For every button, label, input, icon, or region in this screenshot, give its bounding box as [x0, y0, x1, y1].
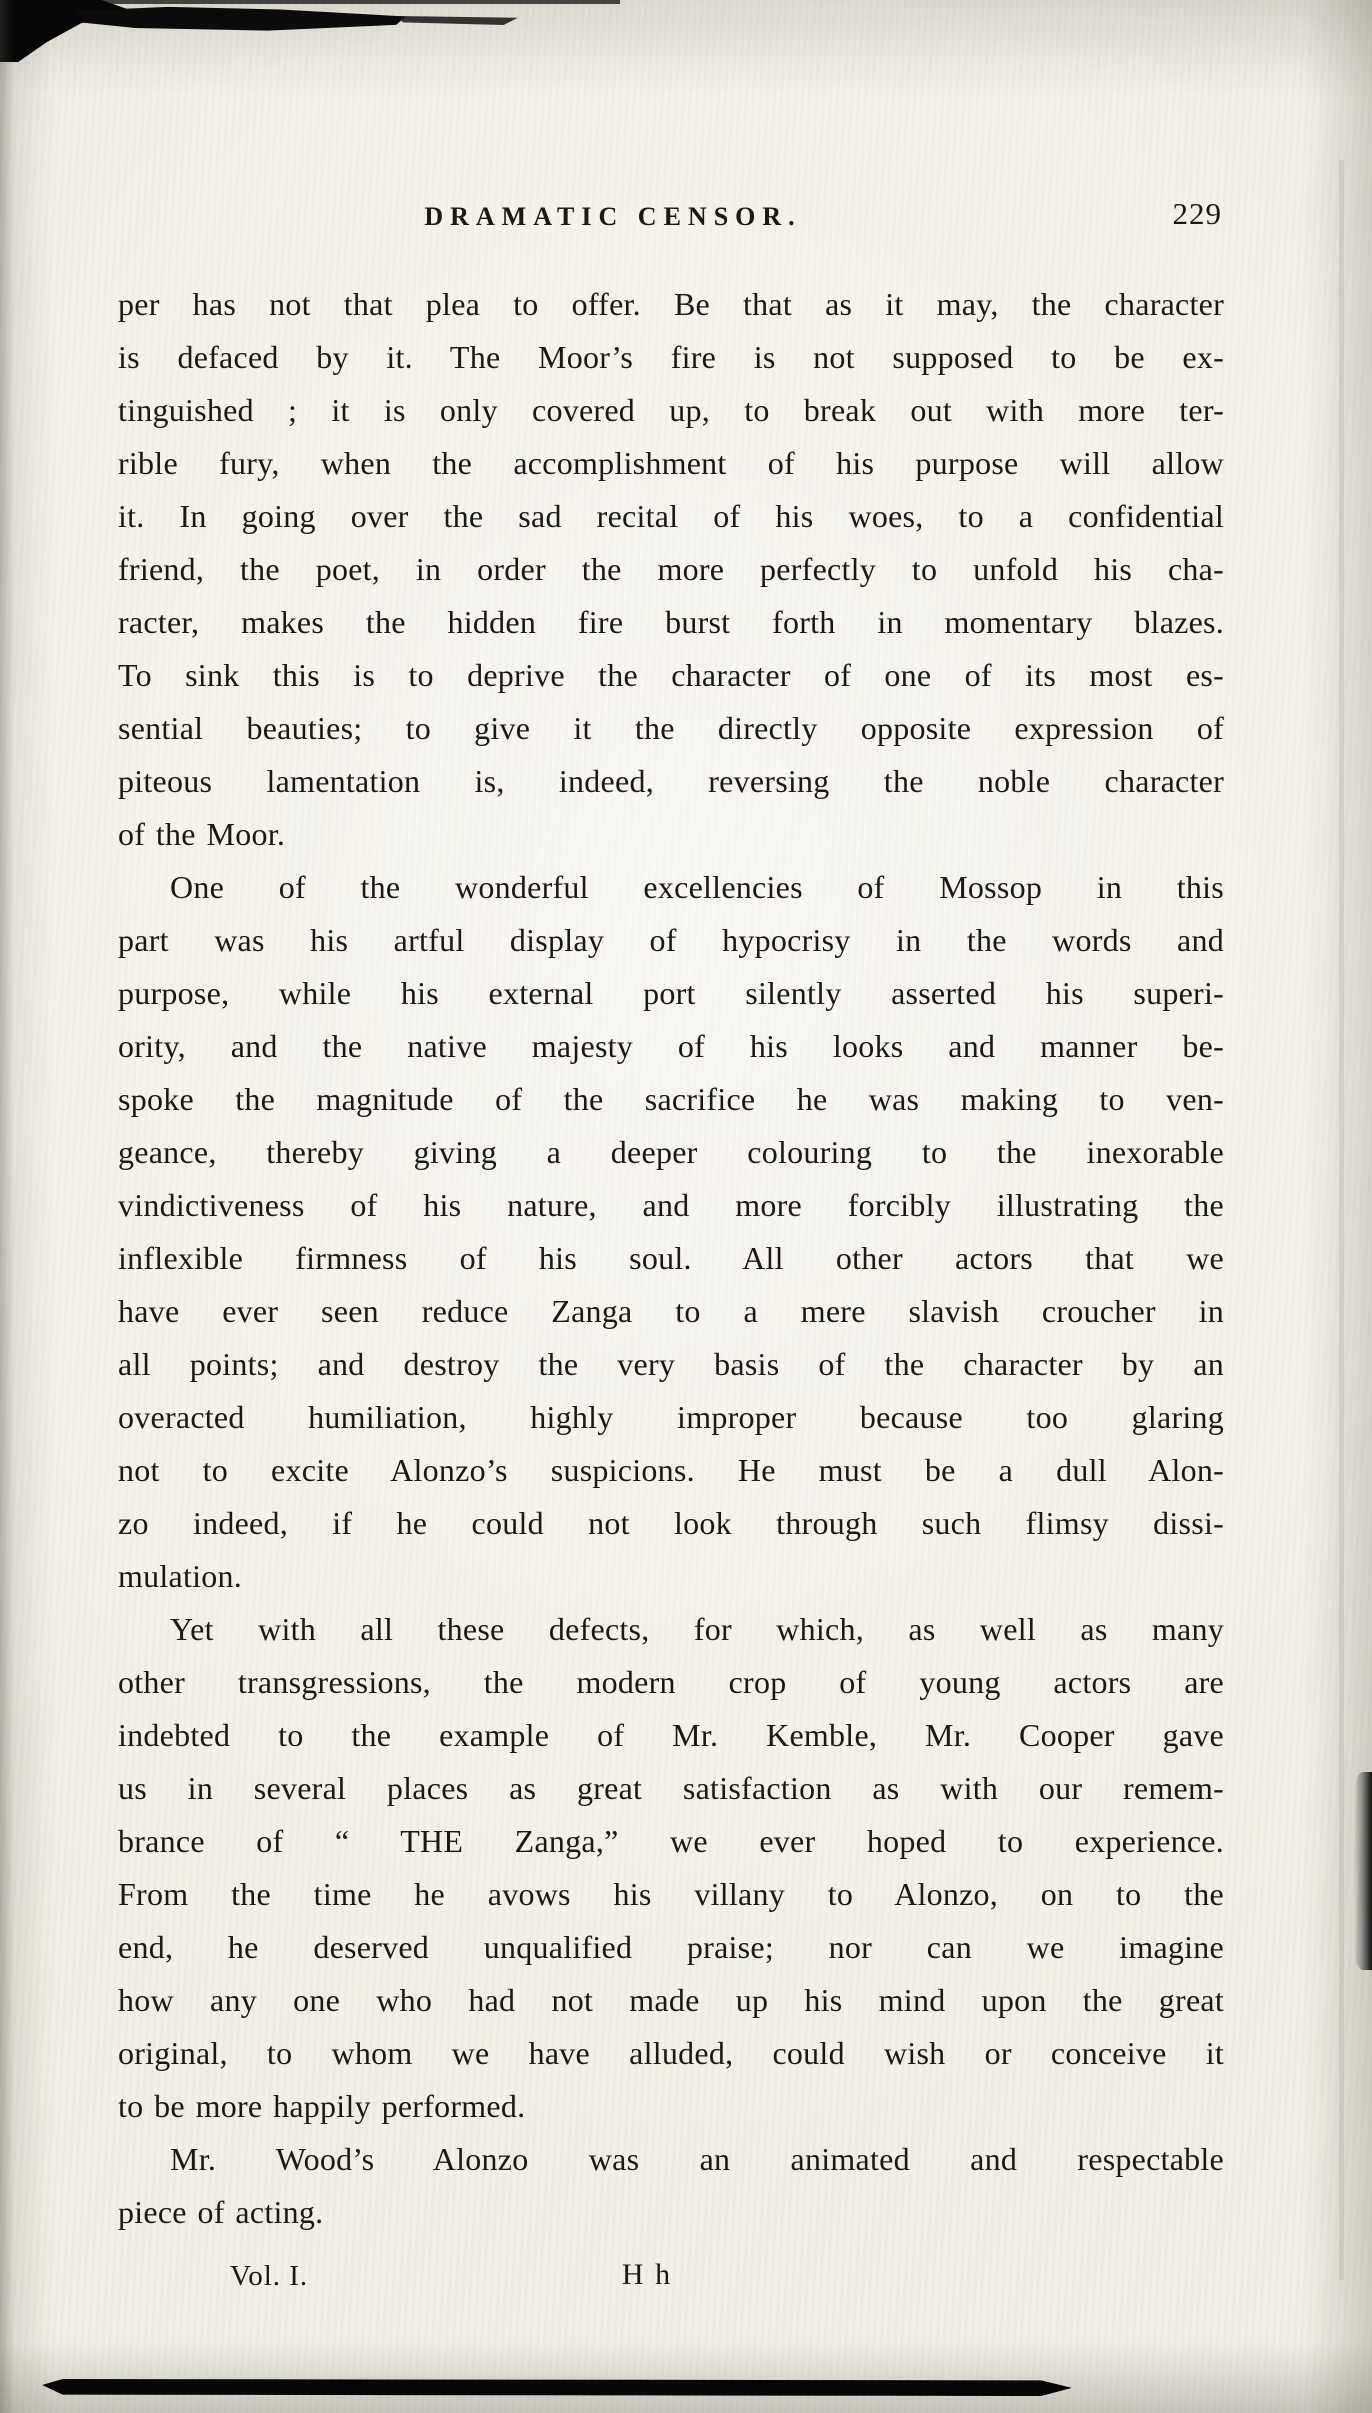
volume-label: Vol. I. [230, 2260, 309, 2292]
text-line: spoke the magnitude of the sacrifice he was making to ven- [118, 1081, 1224, 1117]
text-line: part was his artful display of hypocrisy in the words and [118, 922, 1224, 958]
text-line: zo indeed, if he could not look through such flimsy dissi- [118, 1505, 1224, 1541]
text-line: vindictiveness of his nature, and more forcibly illustrating the [118, 1187, 1224, 1223]
text-line: One of the wonderful excellencies of Mossop in this [170, 869, 1224, 905]
running-head [118, 198, 1224, 242]
paragraph [118, 1603, 1224, 2133]
text-line: other transgressions, the modern crop of young actors are [118, 1664, 1224, 1700]
text-line: rible fury, when the accomplishment of his purpose will allow [118, 445, 1224, 481]
text-line: it. In going over the sad recital of his woes, to a confidential [118, 498, 1224, 534]
text-line: indebted to the example of Mr. Kemble, Mr. Cooper gave [118, 1717, 1224, 1753]
text-line: not to excite Alonzo’s suspicions. He must be a dull Alon- [118, 1452, 1224, 1488]
scan-artifact-top-line [0, 0, 620, 4]
text-line: geance, thereby giving a deeper colouring to the inexorable [118, 1134, 1224, 1170]
scan-artifact-right-streak [1354, 1772, 1372, 1970]
text-line: overacted humiliation, highly improper because too glaring [118, 1399, 1224, 1435]
scan-artifact-bottom-bar [42, 2379, 1072, 2396]
text-line: Mr. Wood’s Alonzo was an animated and respectable [170, 2141, 1224, 2177]
text-line: per has not that plea to offer. Be that as it may, the character [118, 286, 1224, 322]
printer-signature-mark: H h [621, 2258, 673, 2291]
text-line: Yet with all these defects, for which, as well as many [170, 1611, 1224, 1647]
page-number: 229 [1172, 196, 1222, 231]
text-line: all points; and destroy the very basis of the character by an [118, 1346, 1224, 1382]
text-line: inflexible firmness of his soul. All other actors that we [118, 1240, 1224, 1276]
running-title: DRAMATIC CENSOR. [424, 202, 802, 231]
text-line: sential beauties; to give it the directly opposite expression of [118, 710, 1224, 746]
text-line: original, to whom we have alluded, could wish or conceive it [118, 2035, 1224, 2071]
text-line: end, he deserved unqualified praise; nor can we imagine [118, 1929, 1224, 1965]
text-line: friend, the poet, in order the more perfectly to unfold his cha- [118, 551, 1224, 587]
text-line: how any one who had not made up his mind upon the great [118, 1982, 1224, 2018]
text-line: From the time he avows his villany to Alonzo, on to the [118, 1876, 1224, 1912]
text-line: to be more happily performed. [118, 2088, 526, 2124]
text-line: piteous lamentation is, indeed, reversing the noble character [118, 763, 1224, 799]
paragraph [118, 278, 1224, 861]
scan-artifact-top-tail [398, 13, 518, 25]
scan-artifact-right-faint [1339, 160, 1344, 2280]
scan-artifact-left-shade [0, 0, 14, 2413]
text-line: mulation. [118, 1558, 243, 1594]
text-line: is defaced by it. The Moor’s fire is not supposed to be ex- [118, 339, 1224, 375]
text-line: To sink this is to deprive the character of one of its most es- [118, 657, 1224, 693]
paragraph [118, 861, 1224, 1603]
scan-artifact-top-streak [76, 5, 406, 37]
text-line: ority, and the native majesty of his looks and manner be- [118, 1028, 1224, 1064]
page-footer [118, 2252, 1224, 2312]
scan-artifact-top-corner [0, 0, 130, 62]
text-line: racter, makes the hidden fire burst forth in momentary blazes. [118, 604, 1224, 640]
text-line: of the Moor. [118, 816, 286, 852]
paragraph [118, 2133, 1224, 2239]
text-line: have ever seen reduce Zanga to a mere slavish croucher in [118, 1293, 1224, 1329]
text-line: piece of acting. [118, 2194, 324, 2230]
text-line: us in several places as great satisfaction as with our remem- [118, 1770, 1224, 1806]
body-text [118, 278, 1224, 2239]
text-line: tinguished ; it is only covered up, to break out with more ter- [118, 392, 1224, 428]
text-line: purpose, while his external port silently asserted his superi- [118, 975, 1224, 1011]
text-line: brance of “ THE Zanga,” we ever hoped to experience. [118, 1823, 1224, 1859]
